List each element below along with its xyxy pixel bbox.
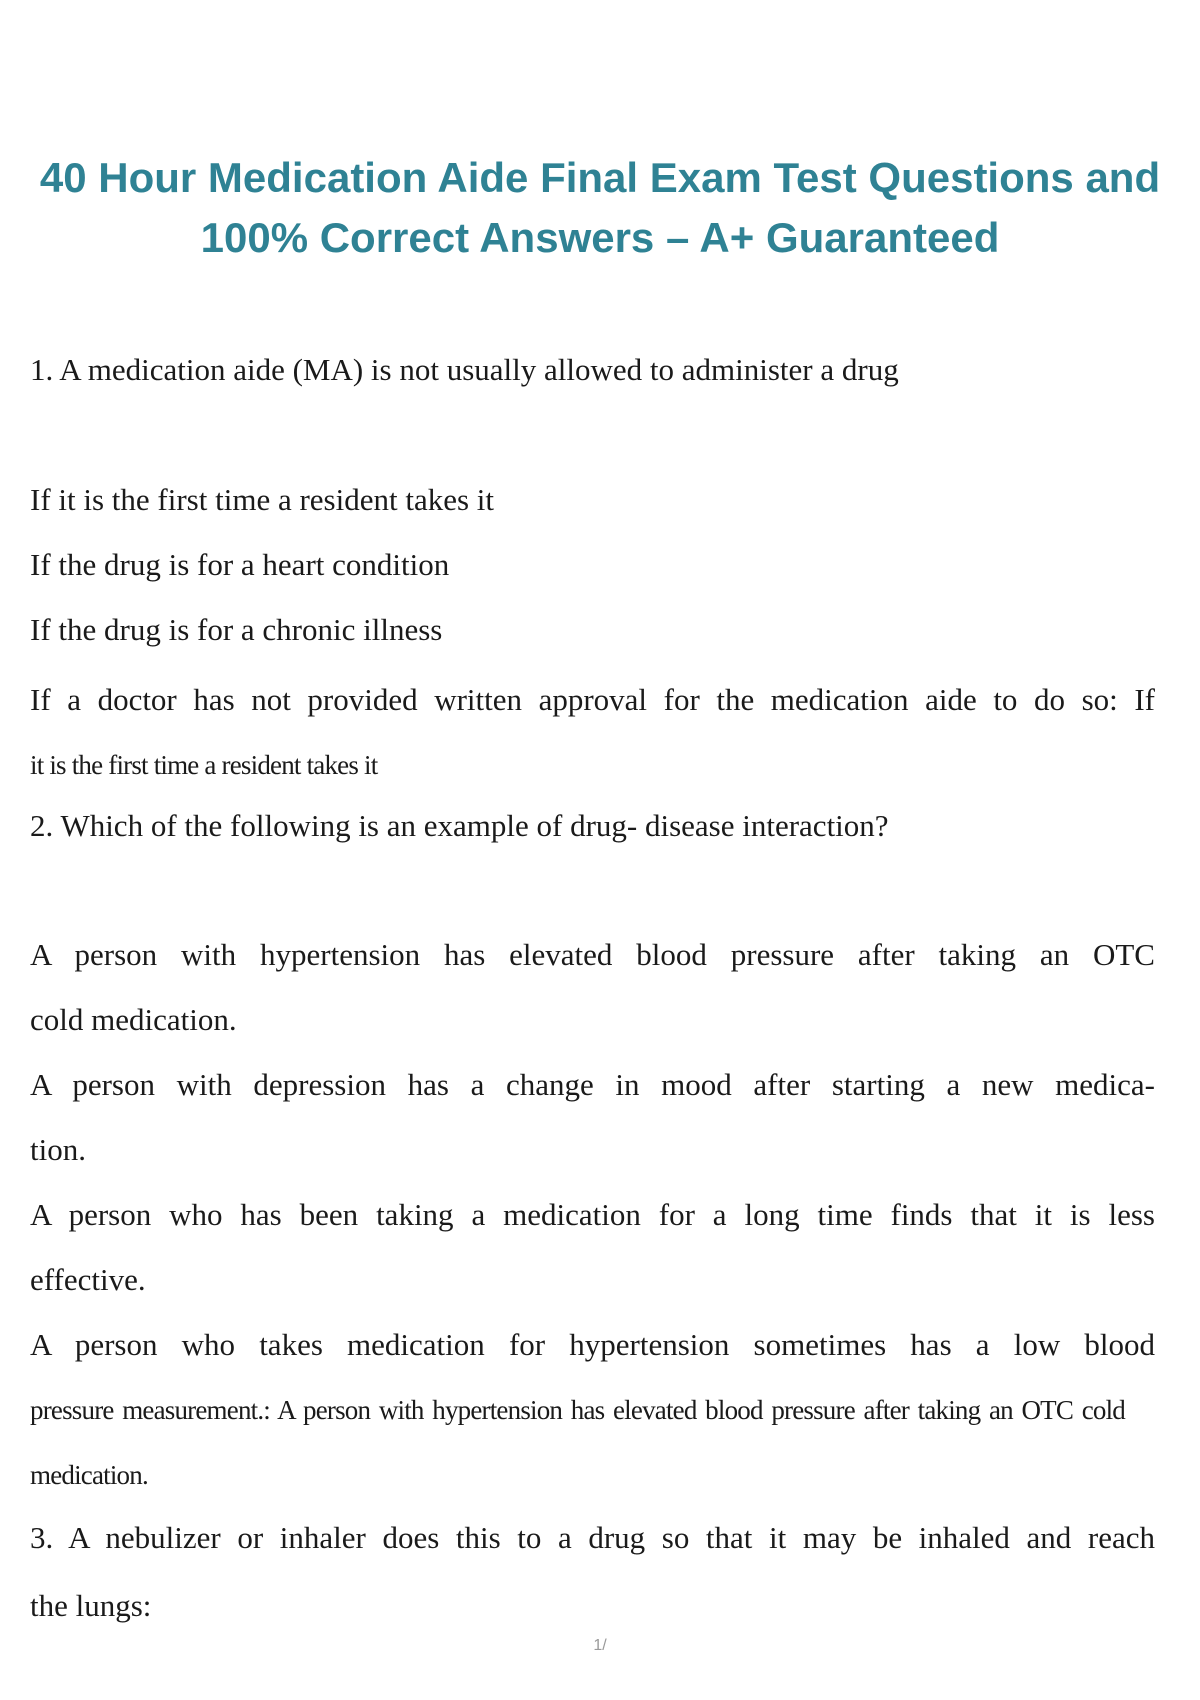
q1-answer: it is the first time a resident takes it [30,750,378,780]
q2-line-6: effective. [30,1262,146,1297]
q2-answer-line-2: medication. [30,1460,148,1490]
q2-line-4: tion. [30,1132,86,1167]
q1-option-4: If a doctor has not provided written approval for the medication aide to do so: If [30,682,1155,717]
question-3-line-1: 3. A nebulizer or inhaler does this to a drug so that it may be inhaled and reach [30,1520,1155,1555]
q2-line-5: A person who has been taking a medication for a long time finds that it is less [30,1197,1155,1232]
q2-line-1: A person with hypertension has elevated blood pressure after taking an OTC [30,937,1155,972]
document-title-line-1: 40 Hour Medication Aide Final Exam Test Questions and [39,154,1161,201]
q1-option-2: If the drug is for a heart condition [30,547,450,582]
document-title-line-2: 100% Correct Answers – A+ Guaranteed [200,214,1000,261]
question-1: 1. A medication aide (MA) is not usually allowed to administer a drug [30,352,899,387]
question-3-line-2: the lungs: [30,1588,152,1623]
q2-line-7: A person who takes medication for hypertension sometimes has a low blood [30,1327,1155,1362]
page-number: 1/ [593,1637,607,1654]
q2-answer-line-1: pressure measurement.: A person with hypertension has elevated blood pressure after taking an OTC cold [30,1395,1125,1425]
q2-line-2: cold medication. [30,1002,237,1037]
q1-option-1: If it is the first time a resident takes it [30,482,495,517]
question-2: 2. Which of the following is an example of drug- disease interaction? [30,808,889,843]
q1-option-3: If the drug is for a chronic illness [30,612,443,647]
q2-line-3: A person with depression has a change in mood after starting a new medica- [30,1067,1155,1102]
